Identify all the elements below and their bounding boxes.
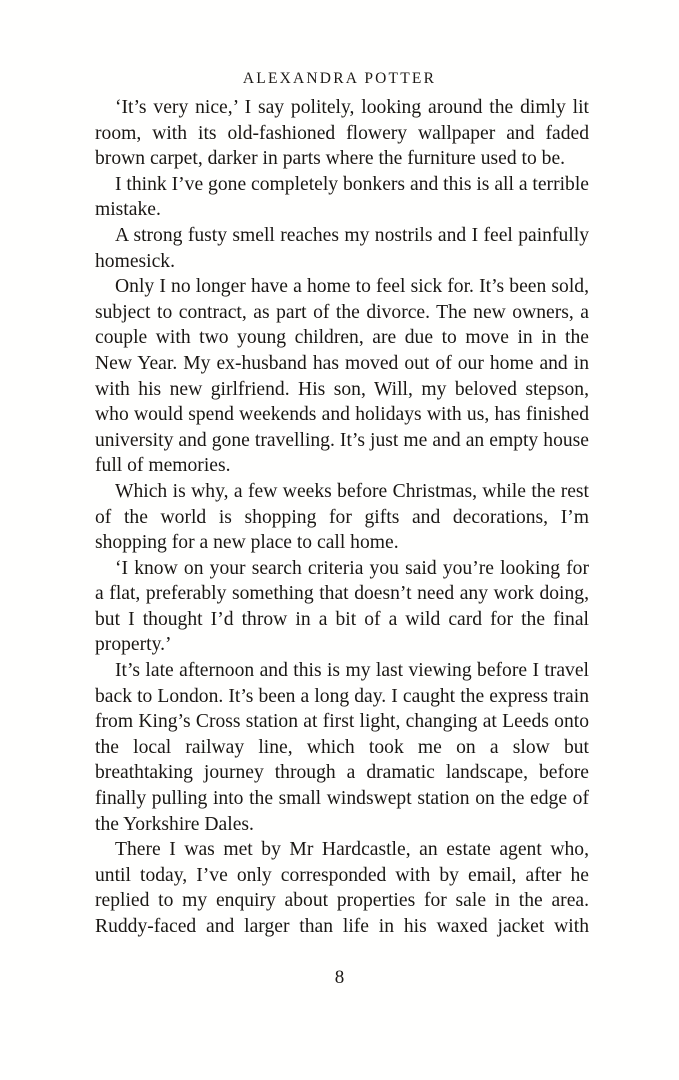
running-head: ALEXANDRA POTTER bbox=[242, 70, 437, 87]
paragraph: Only I no longer have a home to feel sick for. It’s been sold, subject to contract, as part of the divorce. The new owners, a couple with two young children, are due to move in in the New Year. My ex-husband has moved out of our home and in with his new girlfriend. His son, Will, my beloved stepson, who would spend weekends and holidays with us, has finished university and gone travelling. It’s just me and an empty house full of memories. bbox=[95, 276, 589, 477]
paragraph: ‘I know on your search criteria you said you’re looking for a flat, preferably something that doesn’t need any work doing, but I thought I’d throw in a bit of a wild card for the final property.’ bbox=[95, 557, 589, 656]
paragraph: ‘It’s very nice,’ I say politely, looking around the dimly lit room, with its old-fashioned flowery wallpaper and faded brown carpet, darker in parts where the furniture used to be. bbox=[95, 97, 589, 170]
paragraph: A strong fusty smell reaches my nostrils and I feel painfully homesick. bbox=[95, 224, 589, 272]
paragraph: There I was met by Mr Hardcastle, an estate agent who, until today, I’ve only corresponded with by email, after he replied to my enquiry about properties for sale in the area. Ruddy-faced and larger than life in his waxed jacket with bbox=[95, 839, 589, 937]
paragraph: I think I’ve gone completely bonkers and this is all a terrible mistake. bbox=[95, 173, 589, 221]
paragraph: It’s late afternoon and this is my last viewing before I travel back to London. It’s been a long day. I caught the express train from King’s Cross station at first light, changing at Leeds onto the local railway line, which took me on a slow but breathtaking journey through a dramatic landscape, before finally pulling into the small windswept station on the edge of the Yorkshire Dales. bbox=[95, 660, 589, 835]
body-text bbox=[95, 95, 589, 940]
paragraph: Which is why, a few weeks before Christmas, while the rest of the world is shopping for gifts and decorations, I’m shopping for a new place to call home. bbox=[95, 480, 589, 554]
page-number: 8 bbox=[334, 967, 345, 988]
